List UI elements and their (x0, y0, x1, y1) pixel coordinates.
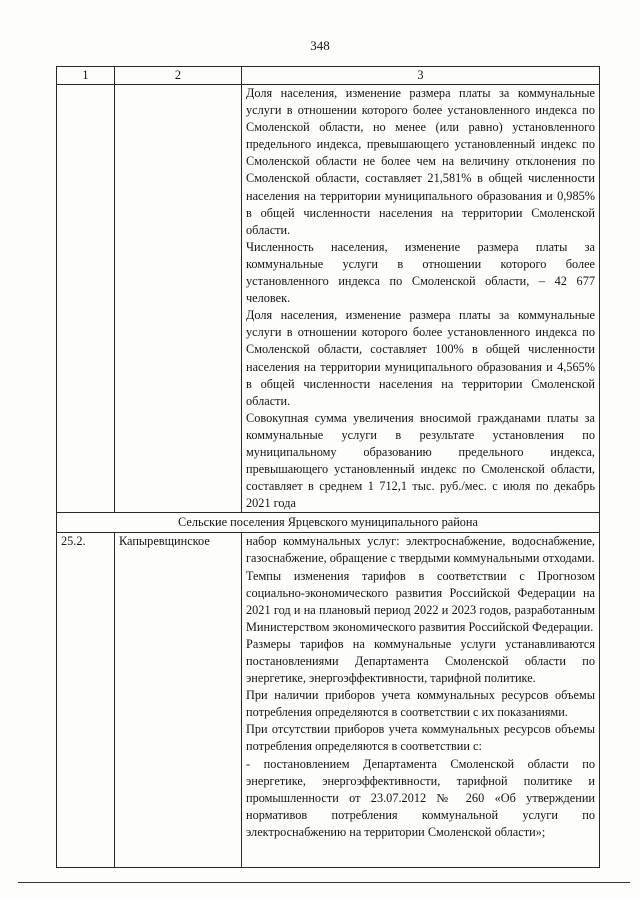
paragraph: набор коммунальных услуг: электроснабжение, водоснабжение, газоснабжение, обращение с твердыми коммунальными отходами. (246, 534, 595, 566)
cell-number-empty (57, 85, 115, 513)
bottom-rule (18, 882, 630, 883)
paragraph: При наличии приборов учета коммунальных ресурсов объемы потребления определяются в соответствии с их показаниями. (246, 688, 595, 720)
table-row (57, 533, 600, 868)
section-title: Сельские поселения Ярцевского муниципального района (57, 513, 600, 533)
column-header-3: 3 (242, 67, 600, 85)
table-header-row (57, 67, 600, 85)
column-header-2: 2 (115, 67, 242, 85)
table-row-continued (57, 85, 600, 513)
paragraph: - постановлением Департамента Смоленской области по энергетике, энергоэффективности, тарифной политике и промышленности от 23.07.2012 № 260 «Об утверждении нормативов потребления коммунальной услуги по электроснабжению на территории Смоленской области»; (246, 756, 595, 839)
cell-description-continued (242, 85, 600, 513)
paragraph: Доля населения, изменение размера платы за коммунальные услуги в отношении которого более установленного индекса по Смоленской области, но менее (или равно) установленного предельного индекса, превышающего установленный индекс по Смоленской области не более чем на величину отклонения по Смоленской области, составляет 21,581% в общей численности населения на территории муниципального образования и 0,985% в общей численности населения на территории Смоленской области. (246, 86, 595, 237)
entry-number: 25.2. (57, 533, 115, 868)
page-number: 348 (310, 38, 330, 53)
paragraph: Численность населения, изменение размера платы за коммунальные услуги в отношении которого более установленного индекса по Смоленской области, – 42 677 человек. (246, 239, 595, 306)
paragraph: Размеры тарифов на коммунальные услуги устанавливаются постановлениями Департамента Смоленской области по энергетике, энергоэффективности, тарифной политике. (246, 636, 595, 686)
column-header-1: 1 (57, 67, 115, 85)
paragraph: Темпы изменения тарифов в соответствии с Прогнозом социально-экономического развития Российской Федерации на 2021 год и на плановый период 2022 и 2023 годов, разработанным Министерством экономического развития Российской Федерации. (246, 568, 595, 634)
section-row (57, 513, 600, 533)
cell-description (242, 533, 600, 868)
paragraph: При отсутствии приборов учета коммунальных ресурсов объемы потребления определяются в соответствии с: (246, 722, 595, 754)
settlement-name: Капыревщинское (115, 533, 242, 868)
cell-name-empty (115, 85, 242, 513)
paragraph: Совокупная сумма увеличения вносимой гражданами платы за коммунальные услуги в результате установления по муниципальному образованию предельного индекса, превышающего установленный индекс по Смоленской области, составляет в среднем 1 712,1 тыс. руб./мес. с июля по декабрь 2021 года (246, 410, 595, 511)
tariff-table (56, 66, 600, 868)
paragraph: Доля населения, изменение размера платы за коммунальные услуги в отношении которого более установленного индекса по Смоленской области, составляет 100% в общей численности населения на территории муниципального образования и 4,565% в общей численности населения на территории Смоленской области. (246, 308, 595, 408)
